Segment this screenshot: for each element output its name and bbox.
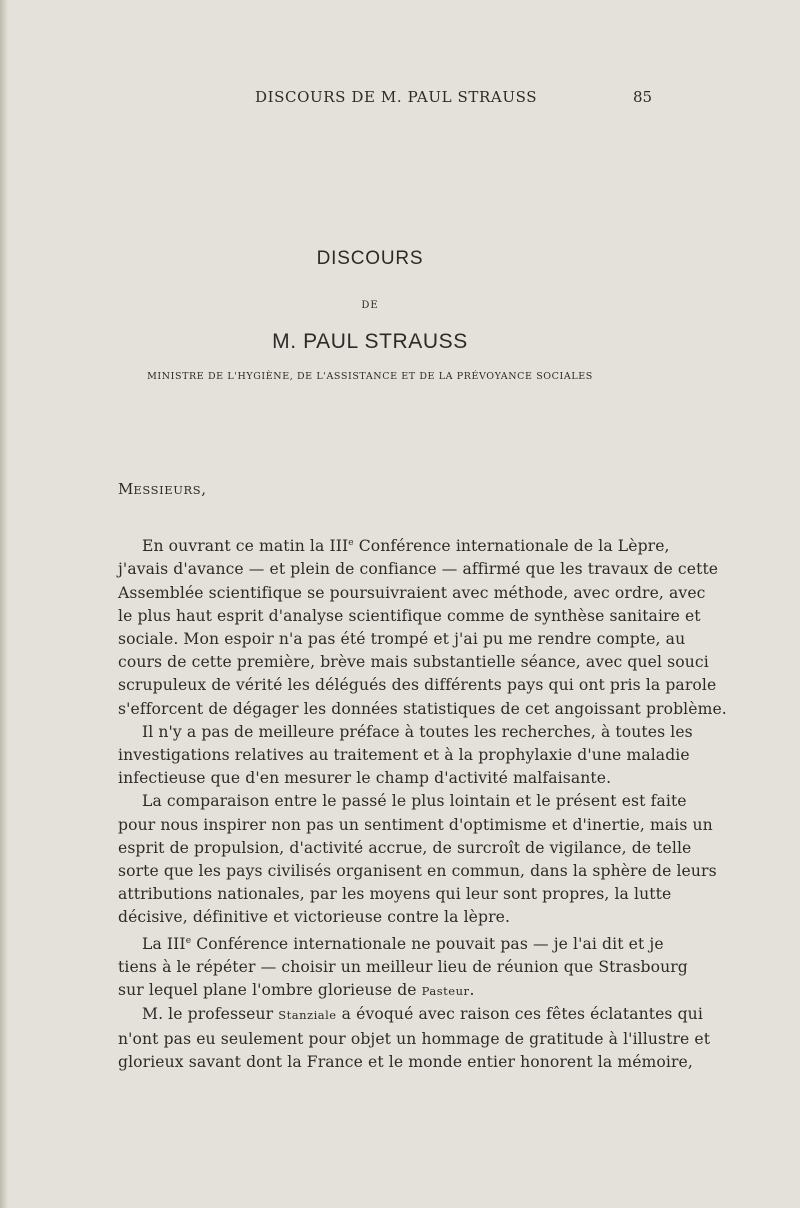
body-line: j'avais d'avance — et plein de confiance — affirmé que les travaux de cette	[118, 560, 719, 579]
body-line: sur lequel plane l'ombre glorieuse de Pasteur.	[118, 981, 475, 1000]
body-line: s'efforcent de dégager les données statistiques de cet angoissant problème.	[118, 699, 727, 718]
salutation-initial: M	[118, 480, 134, 498]
running-head	[0, 88, 800, 112]
body-line: décisive, définitive et victorieuse contre la lèpre.	[118, 908, 511, 927]
salutation-rest: ESSIEURS	[133, 483, 202, 497]
body-line: sociale. Mon espoir n'a pas été trompé et j'ai pu me rendre compte, au	[118, 630, 686, 648]
body-line: attributions nationales, par les moyens qui leur sont propres, la lutte	[118, 885, 672, 904]
body-line: n'ont pas eu seulement pour objet un hommage de gratitude à l'illustre et	[118, 1029, 711, 1048]
speech-title: DISCOURS	[316, 248, 424, 269]
body-line: sorte que les pays civilisés organisent en commun, dans la sphère de leurs	[118, 862, 717, 881]
body-line: Assemblée scientifique se poursuivraient avec méthode, avec ordre, avec	[118, 583, 706, 602]
body-line: scrupuleux de vérité les délégués des différents pays qui ont pris la parole	[118, 676, 717, 695]
body-line: tiens à le répéter — choisir un meilleur lieu de réunion que Strasbourg	[118, 958, 688, 977]
body-line: le plus haut esprit d'analyse scientifique comme de synthèse sanitaire et	[118, 606, 701, 625]
page-binding-edge	[0, 0, 8, 1208]
page-number: 85	[633, 88, 653, 106]
body-line: investigations relatives au traitement et à la prophylaxie d'une maladie	[118, 746, 690, 765]
body-line: Il n'y a pas de meilleure préface à toutes les recherches, à toutes les	[142, 722, 693, 741]
body-line: glorieux savant dont la France et le monde entier honorent la mémoire,	[118, 1052, 693, 1071]
body-line: En ouvrant ce matin la IIIe Conférence internationale de la Lèpre,	[142, 537, 670, 556]
name-pasteur: Pasteur	[421, 984, 470, 999]
salutation-comma: ,	[201, 480, 207, 498]
speaker-role: MINISTRE DE L'HYGIÈNE, DE L'ASSISTANCE ET DE LA PRÉVOYANCE SOCIALES	[147, 371, 593, 382]
body-line: esprit de propulsion, d'activité accrue, de surcroît de vigilance, de telle	[118, 838, 692, 857]
name-stanziale: Stanziale	[278, 1008, 337, 1023]
body-line: cours de cette première, brève mais substantielle séance, avec quel souci	[118, 653, 709, 672]
body-line: pour nous inspirer non pas un sentiment d'optimisme et d'inertie, mais un	[118, 815, 713, 834]
body-line: La IIIe Conférence internationale ne pouvait pas — je l'ai dit et je	[142, 934, 664, 953]
body-line: La comparaison entre le passé le plus lointain et le présent est faite	[142, 792, 687, 811]
salutation	[118, 480, 206, 498]
body-text	[118, 532, 727, 1074]
body-line: M. le professeur Stanziale a évoqué avec raison ces fêtes éclatantes qui	[142, 1005, 703, 1024]
speaker-name: M. PAUL STRAUSS	[272, 330, 468, 353]
title-preposition: DE	[361, 300, 379, 311]
running-title: DISCOURS DE M. PAUL STRAUSS	[255, 88, 538, 106]
body-line: infectieuse que d'en mesurer le champ d'activité malfaisante.	[118, 769, 612, 788]
